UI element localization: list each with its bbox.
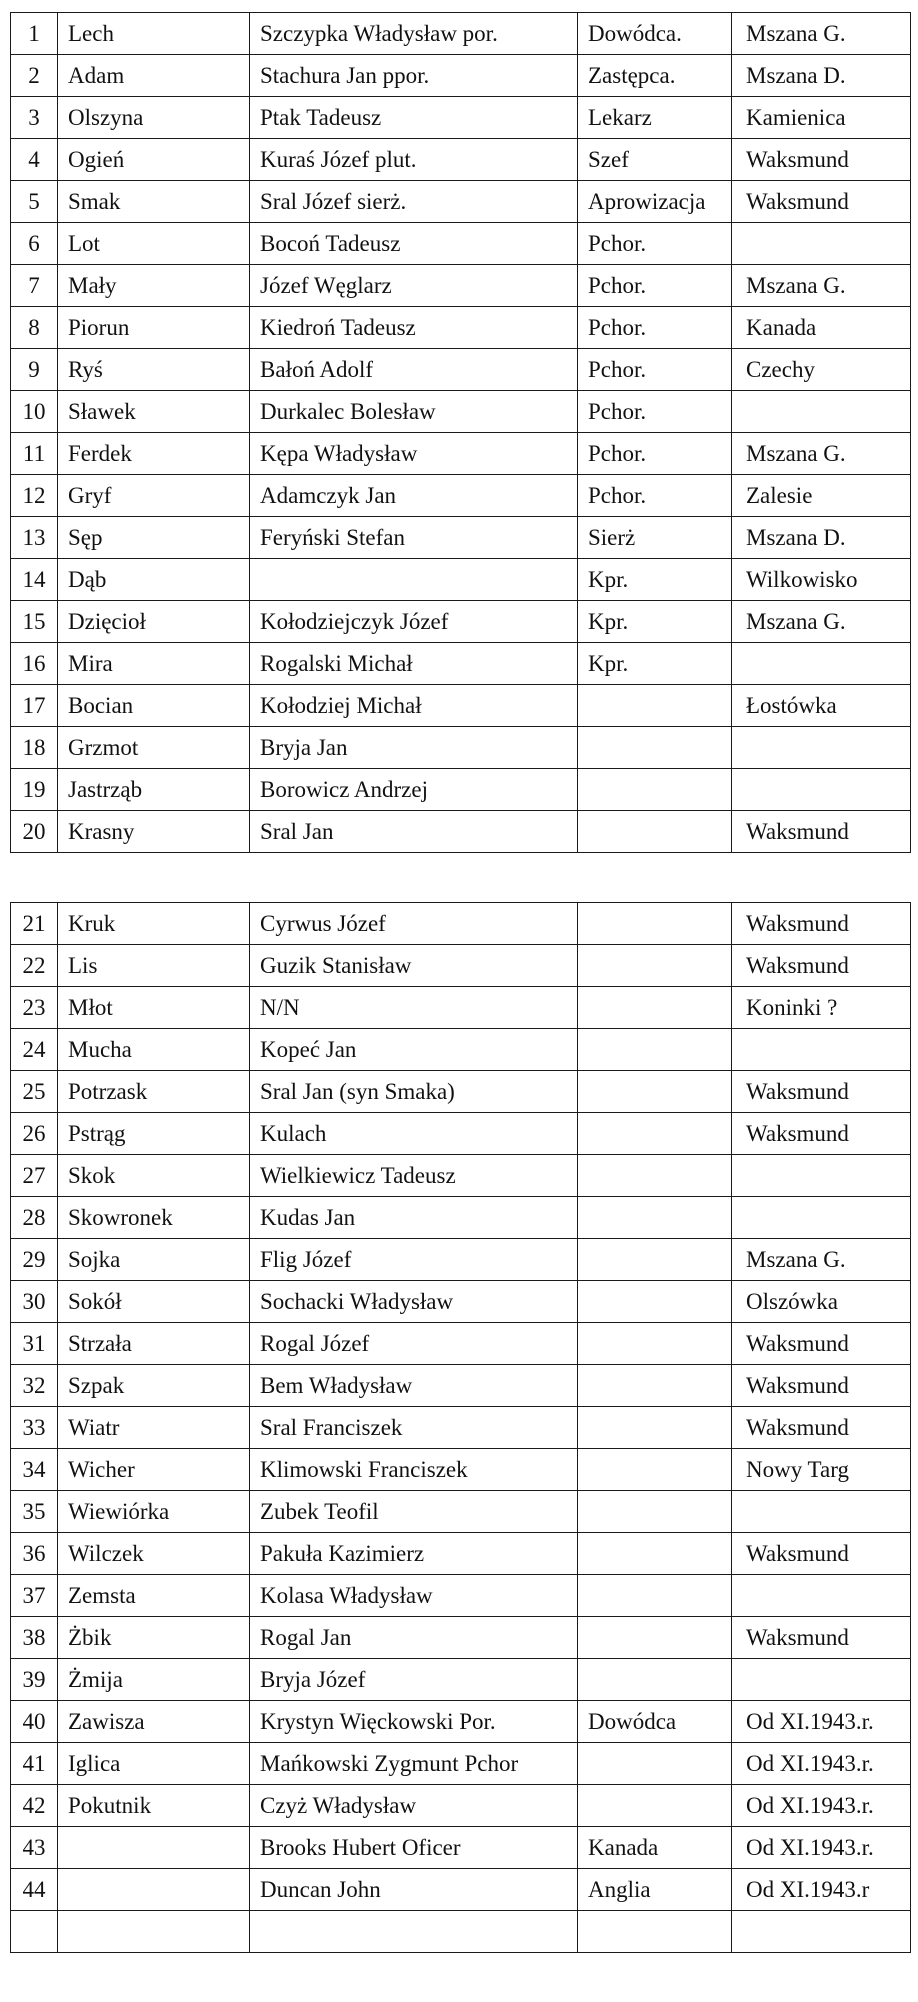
place-cell: Waksmund (732, 903, 911, 945)
table-row (11, 181, 911, 223)
place-cell: Zalesie (732, 475, 911, 517)
row-number: 28 (11, 1197, 58, 1239)
role-cell (578, 769, 732, 811)
role-cell (578, 1491, 732, 1533)
table-row (11, 987, 911, 1029)
place-cell: Waksmund (732, 1617, 911, 1659)
pseudonym-cell: Żbik (58, 1617, 250, 1659)
name-cell: Durkalec Bolesław (250, 391, 578, 433)
name-cell: Rogal Józef (250, 1323, 578, 1365)
row-number: 21 (11, 903, 58, 945)
table-row (11, 1743, 911, 1785)
place-cell: Mszana G. (732, 1239, 911, 1281)
place-cell (732, 727, 911, 769)
role-cell: Kanada (578, 1827, 732, 1869)
name-cell: Feryński Stefan (250, 517, 578, 559)
place-cell (732, 1029, 911, 1071)
role-cell (578, 811, 732, 853)
pseudonym-cell: Zawisza (58, 1701, 250, 1743)
table-row (11, 1323, 911, 1365)
role-cell: Pchor. (578, 223, 732, 265)
table-row (11, 307, 911, 349)
place-cell (732, 223, 911, 265)
role-cell: Zastępca. (578, 55, 732, 97)
pseudonym-cell: Dzięcioł (58, 601, 250, 643)
row-number: 44 (11, 1869, 58, 1911)
place-cell (732, 391, 911, 433)
row-number: 19 (11, 769, 58, 811)
role-cell (578, 1533, 732, 1575)
role-cell (578, 1785, 732, 1827)
row-number: 20 (11, 811, 58, 853)
role-cell (578, 1281, 732, 1323)
name-cell: Zubek Teofil (250, 1491, 578, 1533)
name-cell: Kopeć Jan (250, 1029, 578, 1071)
name-cell (250, 1911, 578, 1953)
name-cell: Flig Józef (250, 1239, 578, 1281)
role-cell: Sierż (578, 517, 732, 559)
place-cell: Od XI.1943.r. (732, 1701, 911, 1743)
name-cell: Klimowski Franciszek (250, 1449, 578, 1491)
place-cell: Waksmund (732, 945, 911, 987)
row-number: 42 (11, 1785, 58, 1827)
pseudonym-cell: Dąb (58, 559, 250, 601)
row-number: 17 (11, 685, 58, 727)
role-cell (578, 945, 732, 987)
role-cell: Aprowizacja (578, 181, 732, 223)
row-number: 36 (11, 1533, 58, 1575)
role-cell: Pchor. (578, 307, 732, 349)
role-cell (578, 1449, 732, 1491)
table-row (11, 811, 911, 853)
table-row (11, 1155, 911, 1197)
pseudonym-cell: Potrzask (58, 1071, 250, 1113)
role-cell: Kpr. (578, 601, 732, 643)
table-row (11, 1827, 911, 1869)
row-number: 26 (11, 1113, 58, 1155)
place-cell: Wilkowisko (732, 559, 911, 601)
row-number: 16 (11, 643, 58, 685)
pseudonym-cell: Strzała (58, 1323, 250, 1365)
pseudonym-cell: Skok (58, 1155, 250, 1197)
name-cell: Sral Józef sierż. (250, 181, 578, 223)
role-cell (578, 1911, 732, 1953)
table-row (11, 391, 911, 433)
row-number: 43 (11, 1827, 58, 1869)
place-cell: Mszana G. (732, 265, 911, 307)
place-cell: Mszana G. (732, 433, 911, 475)
role-cell: Anglia (578, 1869, 732, 1911)
place-cell: Od XI.1943.r. (732, 1743, 911, 1785)
place-cell (732, 769, 911, 811)
name-cell: Stachura Jan ppor. (250, 55, 578, 97)
pseudonym-cell: Mały (58, 265, 250, 307)
pseudonym-cell: Ryś (58, 349, 250, 391)
place-cell: Mszana G. (732, 601, 911, 643)
place-cell: Mszana D. (732, 55, 911, 97)
place-cell: Waksmund (732, 139, 911, 181)
pseudonym-cell: Krasny (58, 811, 250, 853)
place-cell: Od XI.1943.r (732, 1869, 911, 1911)
role-cell (578, 1239, 732, 1281)
pseudonym-cell: Piorun (58, 307, 250, 349)
place-cell: Nowy Targ (732, 1449, 911, 1491)
row-number: 37 (11, 1575, 58, 1617)
table-row (11, 685, 911, 727)
role-cell (578, 1743, 732, 1785)
role-cell: Kpr. (578, 559, 732, 601)
row-number: 23 (11, 987, 58, 1029)
place-cell: Waksmund (732, 811, 911, 853)
row-number: 7 (11, 265, 58, 307)
table-row (11, 1701, 911, 1743)
pseudonym-cell: Pokutnik (58, 1785, 250, 1827)
pseudonym-cell (58, 1911, 250, 1953)
place-cell: Koninki ? (732, 987, 911, 1029)
role-cell (578, 1155, 732, 1197)
role-cell: Pchor. (578, 265, 732, 307)
row-number: 24 (11, 1029, 58, 1071)
row-number: 35 (11, 1491, 58, 1533)
role-cell: Dowódca (578, 1701, 732, 1743)
pseudonym-cell: Młot (58, 987, 250, 1029)
role-cell (578, 1113, 732, 1155)
table-row (11, 97, 911, 139)
name-cell: Kudas Jan (250, 1197, 578, 1239)
place-cell: Od XI.1943.r. (732, 1827, 911, 1869)
pseudonym-cell: Wiewiórka (58, 1491, 250, 1533)
pseudonym-cell: Sokół (58, 1281, 250, 1323)
row-number: 34 (11, 1449, 58, 1491)
pseudonym-cell: Lech (58, 13, 250, 55)
name-cell: Pakuła Kazimierz (250, 1533, 578, 1575)
roster-table-2 (10, 902, 911, 1953)
row-number: 14 (11, 559, 58, 601)
name-cell: Józef Węglarz (250, 265, 578, 307)
place-cell: Waksmund (732, 1533, 911, 1575)
place-cell (732, 1197, 911, 1239)
table-row (11, 349, 911, 391)
pseudonym-cell: Grzmot (58, 727, 250, 769)
pseudonym-cell: Iglica (58, 1743, 250, 1785)
table-row (11, 1071, 911, 1113)
role-cell: Kpr. (578, 643, 732, 685)
name-cell: Sochacki Władysław (250, 1281, 578, 1323)
pseudonym-cell: Kruk (58, 903, 250, 945)
name-cell: Szczypka Władysław por. (250, 13, 578, 55)
name-cell: Kulach (250, 1113, 578, 1155)
place-cell: Czechy (732, 349, 911, 391)
role-cell (578, 1659, 732, 1701)
pseudonym-cell: Wilczek (58, 1533, 250, 1575)
row-number: 15 (11, 601, 58, 643)
row-number: 13 (11, 517, 58, 559)
place-cell (732, 1911, 911, 1953)
table-row (11, 1029, 911, 1071)
table-row (11, 1617, 911, 1659)
name-cell: Rogal Jan (250, 1617, 578, 1659)
place-cell: Waksmund (732, 1365, 911, 1407)
name-cell (250, 559, 578, 601)
name-cell: Sral Jan (syn Smaka) (250, 1071, 578, 1113)
role-cell (578, 1365, 732, 1407)
place-cell: Waksmund (732, 181, 911, 223)
role-cell (578, 1197, 732, 1239)
table-row (11, 13, 911, 55)
pseudonym-cell: Mira (58, 643, 250, 685)
table-row (11, 223, 911, 265)
role-cell: Pchor. (578, 475, 732, 517)
name-cell: Bryja Jan (250, 727, 578, 769)
row-number: 32 (11, 1365, 58, 1407)
name-cell: Ptak Tadeusz (250, 97, 578, 139)
place-cell: Od XI.1943.r. (732, 1785, 911, 1827)
place-cell: Łostówka (732, 685, 911, 727)
row-number: 30 (11, 1281, 58, 1323)
row-number: 5 (11, 181, 58, 223)
place-cell (732, 1659, 911, 1701)
place-cell: Waksmund (732, 1323, 911, 1365)
pseudonym-cell: Jastrząb (58, 769, 250, 811)
table-row (11, 517, 911, 559)
place-cell: Kanada (732, 307, 911, 349)
pseudonym-cell: Smak (58, 181, 250, 223)
row-number (11, 1911, 58, 1953)
row-number: 6 (11, 223, 58, 265)
table-row (11, 1239, 911, 1281)
name-cell: Krystyn Więckowski Por. (250, 1701, 578, 1743)
role-cell (578, 727, 732, 769)
name-cell: Czyż Władysław (250, 1785, 578, 1827)
place-cell: Waksmund (732, 1407, 911, 1449)
row-number: 4 (11, 139, 58, 181)
pseudonym-cell: Pstrąg (58, 1113, 250, 1155)
table-row (11, 1869, 911, 1911)
role-cell: Pchor. (578, 349, 732, 391)
pseudonym-cell: Olszyna (58, 97, 250, 139)
row-number: 25 (11, 1071, 58, 1113)
pseudonym-cell: Wicher (58, 1449, 250, 1491)
table-row (11, 1575, 911, 1617)
table-row (11, 1911, 911, 1953)
table-row (11, 55, 911, 97)
table-row (11, 1197, 911, 1239)
name-cell: Bryja Józef (250, 1659, 578, 1701)
name-cell: Kolasa Władysław (250, 1575, 578, 1617)
row-number: 27 (11, 1155, 58, 1197)
row-number: 29 (11, 1239, 58, 1281)
role-cell: Lekarz (578, 97, 732, 139)
table-row (11, 601, 911, 643)
name-cell: Borowicz Andrzej (250, 769, 578, 811)
name-cell: Wielkiewicz Tadeusz (250, 1155, 578, 1197)
pseudonym-cell: Mucha (58, 1029, 250, 1071)
table-row (11, 769, 911, 811)
roster-table-1 (10, 12, 911, 853)
name-cell: Cyrwus Józef (250, 903, 578, 945)
place-cell: Waksmund (732, 1071, 911, 1113)
name-cell: Rogalski Michał (250, 643, 578, 685)
name-cell: Duncan John (250, 1869, 578, 1911)
place-cell: Mszana G. (732, 13, 911, 55)
name-cell: Guzik Stanisław (250, 945, 578, 987)
name-cell: Kępa Władysław (250, 433, 578, 475)
row-number: 2 (11, 55, 58, 97)
pseudonym-cell: Sęp (58, 517, 250, 559)
role-cell (578, 1617, 732, 1659)
row-number: 40 (11, 1701, 58, 1743)
table-row (11, 1659, 911, 1701)
name-cell: Brooks Hubert Oficer (250, 1827, 578, 1869)
row-number: 11 (11, 433, 58, 475)
pseudonym-cell: Wiatr (58, 1407, 250, 1449)
role-cell (578, 685, 732, 727)
role-cell (578, 1407, 732, 1449)
row-number: 10 (11, 391, 58, 433)
role-cell (578, 1575, 732, 1617)
pseudonym-cell: Gryf (58, 475, 250, 517)
place-cell: Waksmund (732, 1113, 911, 1155)
role-cell (578, 1029, 732, 1071)
table-row (11, 433, 911, 475)
pseudonym-cell (58, 1869, 250, 1911)
role-cell: Szef (578, 139, 732, 181)
row-number: 31 (11, 1323, 58, 1365)
table-row (11, 475, 911, 517)
table-row (11, 265, 911, 307)
place-cell (732, 643, 911, 685)
role-cell: Pchor. (578, 433, 732, 475)
table-row (11, 727, 911, 769)
name-cell: Bałoń Adolf (250, 349, 578, 391)
pseudonym-cell: Adam (58, 55, 250, 97)
table-row (11, 643, 911, 685)
name-cell: Sral Jan (250, 811, 578, 853)
place-cell: Mszana D. (732, 517, 911, 559)
table-row (11, 1785, 911, 1827)
pseudonym-cell: Żmija (58, 1659, 250, 1701)
role-cell (578, 1071, 732, 1113)
pseudonym-cell: Szpak (58, 1365, 250, 1407)
pseudonym-cell: Sławek (58, 391, 250, 433)
row-number: 39 (11, 1659, 58, 1701)
name-cell: Adamczyk Jan (250, 475, 578, 517)
name-cell: Kuraś Józef plut. (250, 139, 578, 181)
name-cell: N/N (250, 987, 578, 1029)
row-number: 22 (11, 945, 58, 987)
row-number: 38 (11, 1617, 58, 1659)
place-cell (732, 1575, 911, 1617)
row-number: 3 (11, 97, 58, 139)
name-cell: Mańkowski Zygmunt Pchor (250, 1743, 578, 1785)
table-row (11, 1449, 911, 1491)
table-row (11, 1365, 911, 1407)
table-row (11, 559, 911, 601)
pseudonym-cell: Zemsta (58, 1575, 250, 1617)
place-cell: Kamienica (732, 97, 911, 139)
table-row (11, 139, 911, 181)
place-cell: Olszówka (732, 1281, 911, 1323)
table-row (11, 903, 911, 945)
row-number: 33 (11, 1407, 58, 1449)
table-row (11, 945, 911, 987)
pseudonym-cell: Lis (58, 945, 250, 987)
table-row (11, 1113, 911, 1155)
name-cell: Sral Franciszek (250, 1407, 578, 1449)
row-number: 1 (11, 13, 58, 55)
row-number: 18 (11, 727, 58, 769)
role-cell: Pchor. (578, 391, 732, 433)
role-cell: Dowódca. (578, 13, 732, 55)
role-cell (578, 1323, 732, 1365)
name-cell: Bem Władysław (250, 1365, 578, 1407)
place-cell (732, 1491, 911, 1533)
table-row (11, 1533, 911, 1575)
table-row (11, 1407, 911, 1449)
name-cell: Kołodziej Michał (250, 685, 578, 727)
name-cell: Kiedroń Tadeusz (250, 307, 578, 349)
name-cell: Kołodziejczyk Józef (250, 601, 578, 643)
row-number: 8 (11, 307, 58, 349)
pseudonym-cell: Ogień (58, 139, 250, 181)
role-cell (578, 987, 732, 1029)
pseudonym-cell: Bocian (58, 685, 250, 727)
pseudonym-cell: Sojka (58, 1239, 250, 1281)
row-number: 9 (11, 349, 58, 391)
pseudonym-cell: Lot (58, 223, 250, 265)
pseudonym-cell: Ferdek (58, 433, 250, 475)
name-cell: Bocoń Tadeusz (250, 223, 578, 265)
pseudonym-cell (58, 1827, 250, 1869)
table-row (11, 1281, 911, 1323)
row-number: 12 (11, 475, 58, 517)
role-cell (578, 903, 732, 945)
place-cell (732, 1155, 911, 1197)
row-number: 41 (11, 1743, 58, 1785)
pseudonym-cell: Skowronek (58, 1197, 250, 1239)
table-row (11, 1491, 911, 1533)
